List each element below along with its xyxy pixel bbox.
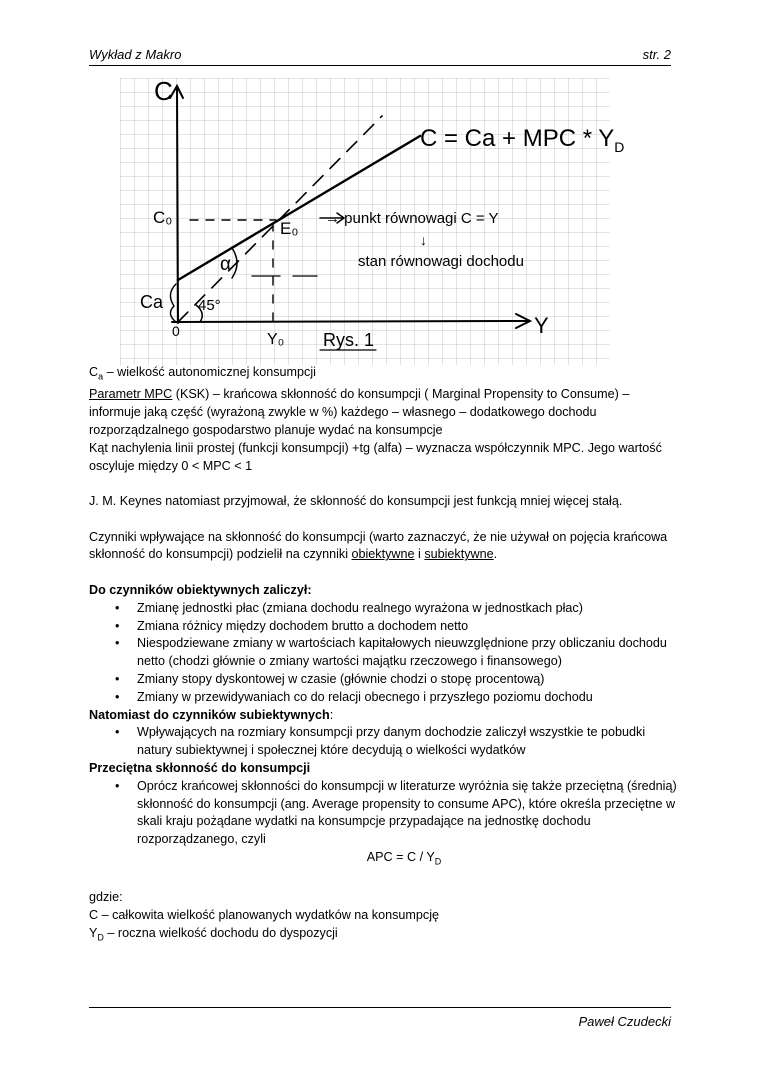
footer-divider	[89, 1007, 671, 1008]
income-equilibrium-annotation: stan równowagi dochodu	[358, 253, 524, 270]
45-label: 45°	[198, 297, 221, 314]
ca-label: Ca	[140, 292, 164, 312]
objective-heading: Do czynników obiektywnych zaliczył:	[89, 583, 312, 598]
mpc-definition: Parametr MPC (KSK) – krańcowa skłonność do konsumpcji ( Marginal Propensity to Consume) – informuje jaką część (wyrażoną zwykle w %) każdego – własnego – dodatkowego dochodu rozporządzalnego gospodarstwo planuje wydać na konsumpcje	[89, 387, 630, 437]
subjective-list	[89, 724, 679, 760]
apc-list	[89, 778, 679, 849]
document-body	[89, 364, 679, 947]
list-item: • Zmianę jednostki płac (zmiana dochodu realnego wyrażona w jednostkach płac)	[137, 600, 679, 618]
apc-heading: Przeciętna skłonność do konsumpcji	[89, 761, 311, 776]
consumption-function-figure	[120, 76, 625, 365]
page-header	[89, 45, 671, 66]
list-item: • Zmiany stopy dyskontowej w czasie (głównie chodzi o stopę procentową)	[137, 671, 679, 689]
y-axis	[172, 321, 528, 322]
subjective-heading: Natomiast do czynników subiektywnych:	[89, 707, 334, 722]
list-item: • Zmiana różnicy między dochodem brutto a dochodem netto	[137, 618, 679, 636]
header-title: Wykład z Makro	[89, 47, 182, 62]
y0-label: Y₀	[267, 331, 285, 348]
ca-definition: $C_a$ – wielkość autonomicznej konsumpcji	[89, 365, 316, 382]
apc-formula: APC = C / $Y_D$	[366, 850, 442, 867]
alpha-label: α	[220, 254, 231, 275]
term-objective: obiektywne	[351, 547, 415, 562]
c-definition: C – całkowita wielkość planowanych wydatków na konsumpcję	[89, 907, 439, 922]
where-label: gdzie:	[89, 890, 123, 905]
keynes-paragraph: J. M. Keynes natomiast przyjmował, że skłonność do konsumpcji jest funkcją mniej więcej stałą.	[89, 494, 623, 509]
c-axis	[177, 88, 178, 323]
page-number: str. 2	[642, 47, 671, 62]
equilibrium-point-annotation: → punkt równowagi C = Y	[325, 210, 499, 227]
figure-caption: Rys. 1	[323, 330, 375, 350]
term-subjective: subiektywne	[424, 547, 494, 562]
angle-description: Kąt nachylenia linii prostej (funkcji konsumpcji) +tg (alfa) – wyznacza współczynnik MPC. Jego wartość oscyluje między 0 < MPC < 1	[89, 440, 662, 473]
e0-label: E₀	[280, 219, 299, 238]
y-axis-label: Y	[534, 313, 549, 338]
c0-label: C₀	[153, 208, 173, 227]
function-equation: C = Ca + MPC * $Y_D$	[420, 125, 625, 155]
origin-label: 0	[172, 323, 180, 339]
c-axis-label: C	[154, 76, 173, 106]
yd-definition: $Y_D$ – roczna wielkość dochodu do dyspozycji	[89, 925, 338, 943]
footer-author: Paweł Czudecki	[578, 1014, 671, 1029]
mpc-term: Parametr MPC	[89, 387, 173, 402]
factors-paragraph: Czynniki wpływające na skłonność do konsumpcji (warto zaznaczyć, że nie używał on pojęcia krańcowa skłonność do konsumpcji) podzielił na czynniki obiektywne i subiektywne.	[89, 529, 668, 562]
list-item: • Wpływających na rozmiary konsumpcji przy danym dochodzie zaliczył wszystkie te pobudki natury subiektywnej i społecznej które decydują o wielkości wydatków	[137, 724, 679, 760]
annotation-down-arrow: ↓	[420, 232, 427, 248]
list-item: • Niespodziewane zmiany w wartościach kapitałowych nieuwzględnione przy obliczaniu dochodu netto (chodzi głównie o zmiany wartości majątku rzeczowego i finansowego)	[137, 635, 679, 671]
objective-list	[89, 600, 679, 707]
list-item: • Oprócz krańcowej skłonności do konsumpcji w literaturze wyróżnia się także przeciętną (średnią) skłonność do konsumpcji (ang. Average propensity to consume APC), które określa przeciętne w skali kraju pożądane wydatki na konsumpcje przypadające na jednostkę dochodu rozporządzanego, czyli	[137, 778, 679, 849]
list-item: • Zmiany w przewidywaniach co do relacji obecnego i przyszłego poziomu dochodu	[137, 689, 679, 707]
